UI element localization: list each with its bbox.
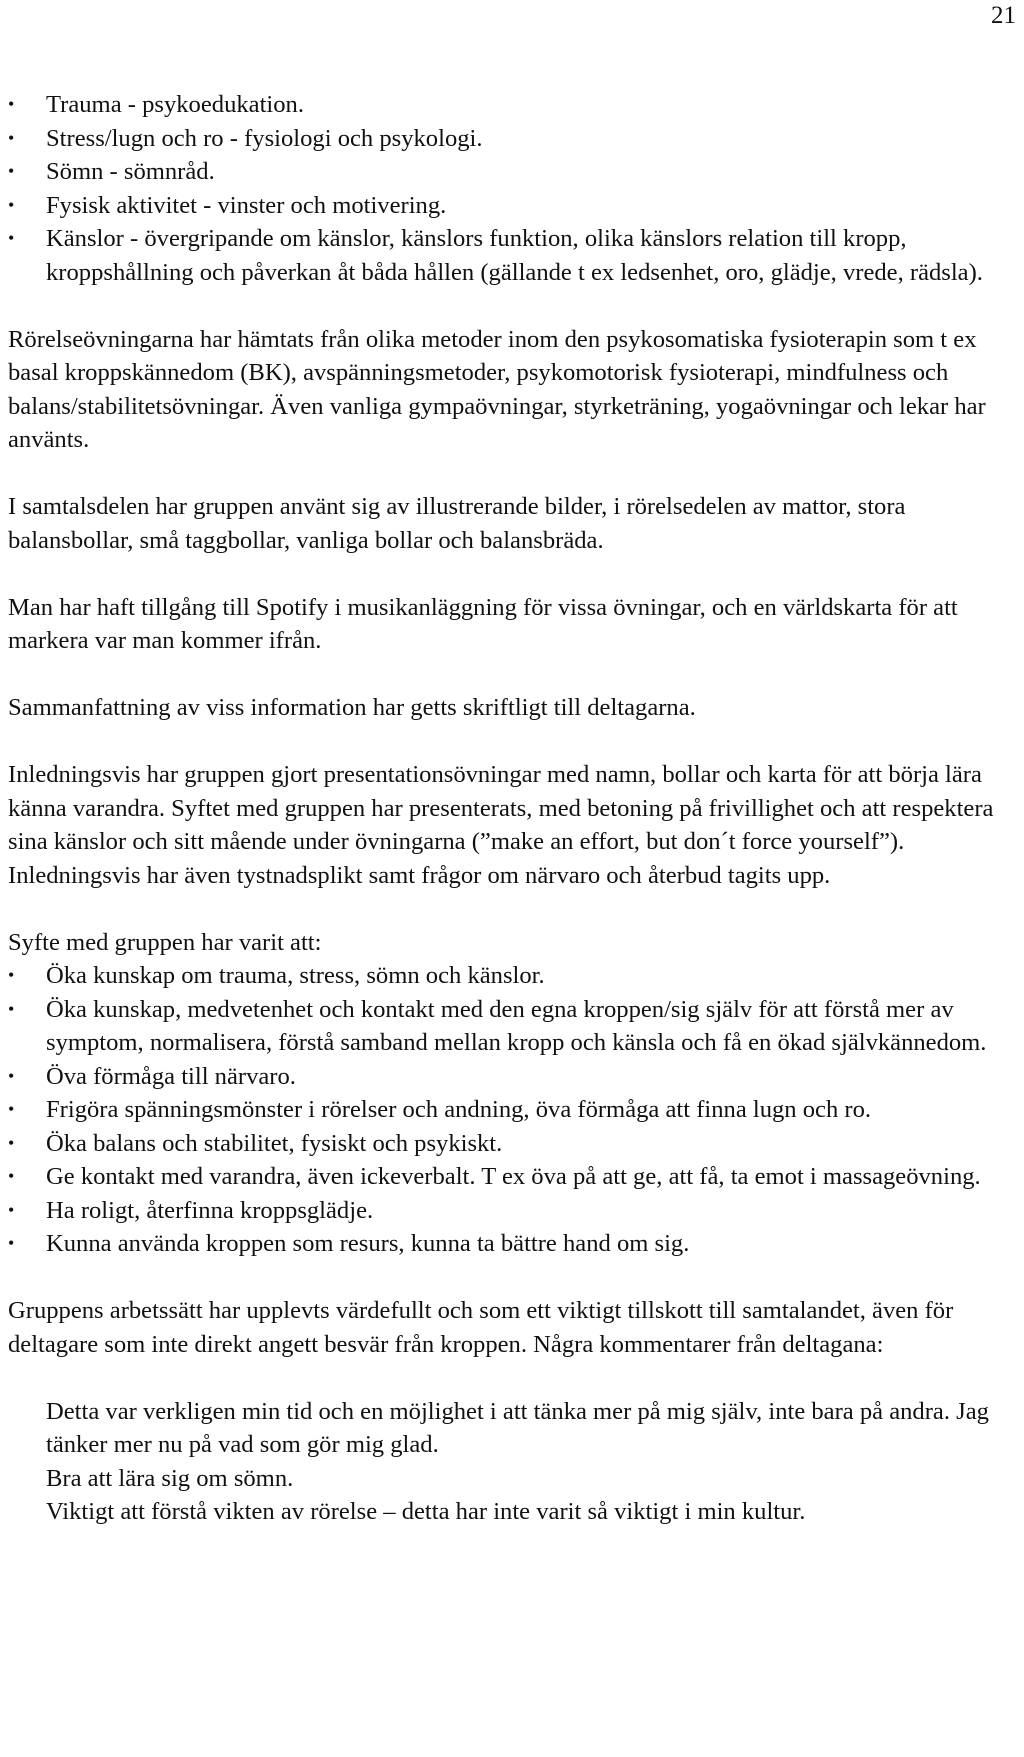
list-item: • Ge kontakt med varandra, även ickeverbalt. T ex öva på att ge, att få, ta emot i massageövning.	[8, 1160, 1016, 1194]
list-item: • Öka balans och stabilitet, fysiskt och psykiskt.	[8, 1127, 1016, 1161]
paragraph-written-summary: Sammanfattning av viss information har getts skriftligt till deltagarna.	[8, 694, 696, 721]
list-item: • Frigöra spänningsmönster i rörelser och andning, öva förmåga att finna lugn och ro.	[8, 1093, 1016, 1127]
list-item: • Öva förmåga till närvaro.	[8, 1060, 1016, 1094]
list-item: • Fysisk aktivitet - vinster och motivering.	[8, 189, 1016, 223]
list-item: • Sömn - sömnråd.	[8, 155, 1016, 189]
document-body	[8, 88, 1016, 1529]
list-item: • Trauma - psykoedukation.	[8, 88, 1016, 122]
paragraph-conversation-materials: I samtalsdelen har gruppen använt sig av illustrerande bilder, i rörelsedelen av mattor, stora balansbollar, små taggbollar, vanliga bollar och balansbräda.	[8, 493, 906, 554]
list-item: • Öka kunskap om trauma, stress, sömn och känslor.	[8, 959, 1016, 993]
quote: Detta var verkligen min tid och en möjlighet i att tänka mer på mig själv, inte bara på andra. Jag tänker mer nu på vad som gör mig glad.	[46, 1397, 989, 1458]
paragraph-closing: Gruppens arbetssätt har upplevts värdefullt och som ett viktigt tillskott till samtalandet, även för deltagare som inte direkt angett besvär från kroppen. Några kommentarer från deltagana:	[8, 1297, 954, 1358]
participant-quotes	[8, 1395, 1016, 1529]
quote: Bra att lära sig om sömn.	[46, 1464, 294, 1492]
paragraph-spotify-map: Man har haft tillgång till Spotify i musikanläggning för vissa övningar, och en världskarta för att markera var man kommer ifrån.	[8, 593, 958, 654]
topics-bullet-list	[8, 88, 1016, 289]
quote: Viktigt att förstå vikten av rörelse – detta har inte varit så viktigt i min kultur.	[46, 1498, 806, 1525]
aims-intro: Syfte med gruppen har varit att:	[8, 928, 322, 956]
aims-bullet-list	[8, 959, 1016, 1261]
list-item: • Stress/lugn och ro - fysiologi och psykologi.	[8, 122, 1016, 156]
list-item: • Kunna använda kroppen som resurs, kunna ta bättre hand om sig.	[8, 1227, 1016, 1261]
list-item: • Öka kunskap, medvetenhet och kontakt med den egna kroppen/sig själv för att förstå mer av symptom, normalisera, förstå samband mellan kropp och känsla och få en ökad självkännedom.	[8, 993, 1016, 1060]
paragraph-movement-exercises: Rörelseövningarna har hämtats från olika metoder inom den psykosomatiska fysioterapin som t ex basal kroppskännedom (BK), avspänningsmetoder, psykomotorisk fysioterapi, mindfulness och balans/stabilitetsövningar. Även vanliga gympaövningar, styrketräning, yogaövningar och lekar har använts.	[8, 325, 986, 453]
paragraph-introduction: Inledningsvis har gruppen gjort presentationsövningar med namn, bollar och karta för att börja lära känna varandra. Syftet med gruppen har presenterats, med betoning på frivillighet och att respektera sina känslor och sitt mående under övningarna (”make an effort, but don´t force yourself”). Inledningsvis har även tystnadsplikt samt frågor om närvaro och återbud tagits upp.	[8, 761, 994, 889]
list-item: • Känslor - övergripande om känslor, känslors funktion, olika känslors relation till kropp, kroppshållning och påverkan åt båda hållen (gällande t ex ledsenhet, oro, glädje, vrede, rädsla).	[8, 222, 1016, 289]
page-number: 21	[991, 2, 1016, 29]
list-item: • Ha roligt, återfinna kroppsglädje.	[8, 1194, 1016, 1228]
